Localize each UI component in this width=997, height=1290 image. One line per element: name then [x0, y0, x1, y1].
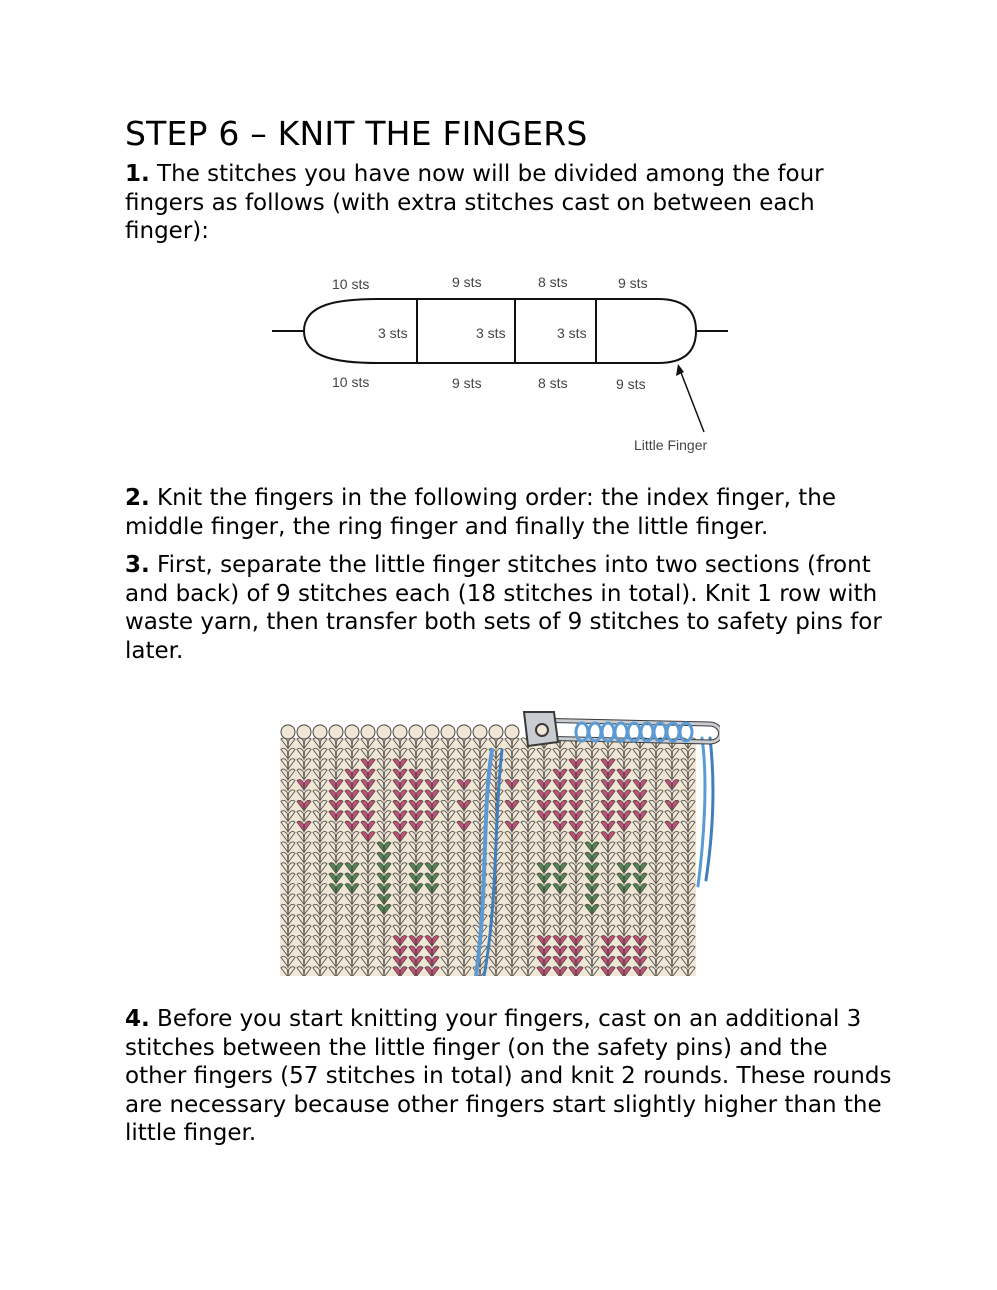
step-3-number: 3. — [125, 552, 150, 578]
step-4-paragraph — [125, 1005, 895, 1148]
live-loop — [441, 725, 455, 739]
bottom-label-index: 10 sts — [332, 374, 370, 390]
live-loop — [281, 725, 295, 739]
live-stitch-loops — [281, 725, 519, 739]
live-loop — [457, 725, 471, 739]
between-label-3: 3 sts — [557, 325, 587, 341]
live-loop — [393, 725, 407, 739]
step-3-text: First, separate the little finger stitches into two sections (front and back) of 9 stitches each (18 stitches in total). Knit 1 row with waste yarn, then transfer both sets of 9 stitches to safety pins for later. — [125, 552, 882, 664]
live-loop — [425, 725, 439, 739]
pointer-arrow-line — [680, 370, 704, 432]
live-loop — [313, 725, 327, 739]
bottom-label-little: 9 sts — [616, 376, 646, 392]
live-loop — [473, 725, 487, 739]
live-loop — [409, 725, 423, 739]
step-2-text: Knit the fingers in the following order: the index finger, the middle finger, the ring finger and finally the little finger. — [125, 485, 837, 540]
step-3-paragraph — [125, 551, 895, 665]
step-4-number: 4. — [125, 1006, 150, 1032]
bottom-label-middle: 9 sts — [452, 375, 482, 391]
live-loop — [329, 725, 343, 739]
finger-division-diagram — [268, 266, 732, 460]
page-title: STEP 6 – KNIT THE FINGERS — [125, 114, 588, 153]
live-loop — [345, 725, 359, 739]
little-finger-label: Little Finger — [634, 437, 708, 453]
between-label-2: 3 sts — [476, 325, 506, 341]
waste-yarn-tail-1 — [698, 738, 705, 886]
step-1-paragraph — [125, 160, 895, 246]
pointer-arrowhead — [676, 364, 684, 376]
live-loop — [297, 725, 311, 739]
step-4-text: Before you start knitting your fingers, cast on an additional 3 stitches between the little finger (on the safety pins) and the other fingers (57 stitches in total) and knit 2 rounds. These rounds are necessary because other fingers start slightly higher than the little finger. — [125, 1006, 892, 1147]
waste-yarn-tail-2 — [706, 738, 713, 880]
knitted-fabric-illustration — [280, 690, 720, 976]
bottom-label-ring: 8 sts — [538, 375, 568, 391]
live-loop — [505, 725, 519, 739]
live-loop — [361, 725, 375, 739]
live-loop — [489, 725, 503, 739]
live-loop — [377, 725, 391, 739]
top-label-index: 10 sts — [332, 276, 370, 292]
top-label-little: 9 sts — [618, 275, 648, 291]
top-label-middle: 9 sts — [452, 274, 482, 290]
step-2-paragraph — [125, 484, 895, 541]
between-label-1: 3 sts — [378, 325, 408, 341]
step-2-number: 2. — [125, 485, 150, 511]
step-1-number: 1. — [125, 161, 150, 187]
top-label-ring: 8 sts — [538, 274, 568, 290]
step-1-text: The stitches you have now will be divided among the four fingers as follows (with extra stitches cast on between each finger): — [125, 161, 824, 245]
